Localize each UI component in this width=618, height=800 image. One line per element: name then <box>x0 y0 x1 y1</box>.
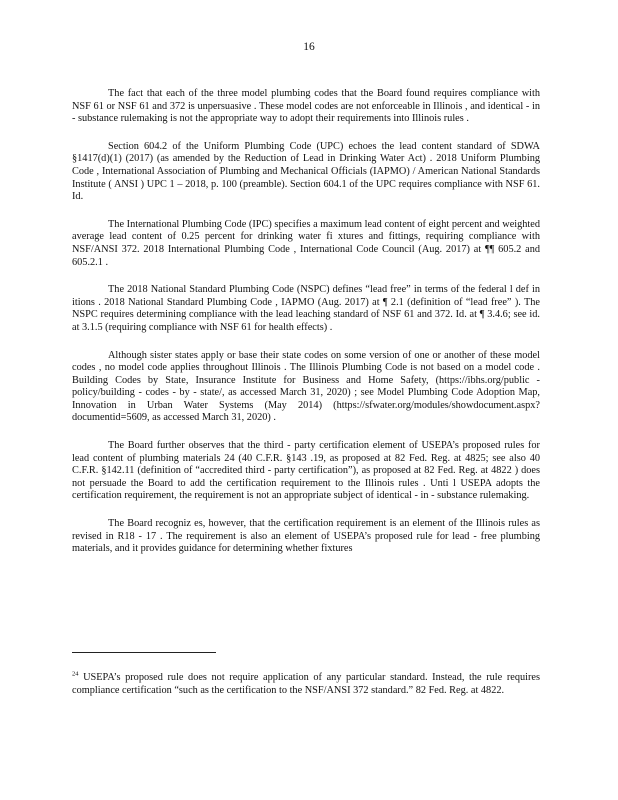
footnote-text: USEPA’s proposed rule does not require application of any particular standard. Instead, the rule requires compliance certification “such as the certification to the NSF/ANSI 372 standard.” 82 Fed. Reg. at 4822. <box>72 672 540 696</box>
paragraph-third-party-certification: The Board further observes that the third - party certification element of USEPA’s proposed rules for lead content of plumbing materials 24 (40 C.F.R. §143 .19, as proposed at 82 Fed. Reg. at 4825; see also 40 C.F.R. §142.11 (definition of “accredited third - party certification”), as proposed at 82 Fed. Reg. at 4822 ) does not persuade the Board to add the certification requirement to the Illinois rules . Unti l USEPA adopts the certification requirement, the requirement is not an appropriate subject of identical - in - substance rulemaking. <box>72 440 540 502</box>
paragraph-model-codes: The fact that each of the three model plumbing codes that the Board found requires compliance with NSF 61 or NSF 61 and 372 is unpersuasive . These model codes are not enforceable in Illinois , and identical - in - substance rulemaking is not the appropriate way to adopt their requirements into Illinois rules . <box>72 88 540 125</box>
paragraph-sister-states: Although sister states apply or base their state codes on some version of one or another of these model codes , no model code applies throughout Illinois . The Illinois Plumbing Code is not based on a model code . Building Codes by State, Insurance Institute for Business and Home Safety, (https://ibhs.org/public - policy/building - codes - by - state/, as accessed March 31, 2020) ; see Model Plumbing Code Adoption Map, Innovation in Urban Water Systems (May 2014) (https://sfwater.org/modules/showdocument.aspx?documentid=5609, as accessed March 31, 2020) . <box>72 349 540 424</box>
page-number: 16 <box>303 41 315 53</box>
paragraph-board-recognizes: The Board recogniz es, however, that the certification requirement is an element of the Illinois rules as revised in R18 - 17 . The requirement is also an element of USEPA’s proposed rule for lead - free plumbing materials, and it provides guidance for determining whether fixtures <box>72 518 540 555</box>
footnote-divider <box>72 652 216 653</box>
footnote <box>72 672 540 697</box>
paragraph-nspc: The 2018 National Standard Plumbing Code (NSPC) defines “lead free” in terms of the federal l def in itions . 2018 National Standard Plumbing Code , IAPMO (Aug. 2017) at ¶ 2.1 (definition of “lead free” ). The NSPC requires determining compliance with the lead leaching standard of NSF 61 and 372. Id. at ¶ 3.4.6; see id. at 3.1.5 (requiring compliance with NSF 61 for health effects) . <box>72 284 540 333</box>
paragraph-upc: Section 604.2 of the Uniform Plumbing Code (UPC) echoes the lead content standard of SDWA §1417(d)(1) (2017) (as amended by the Reduction of Lead in Drinking Water Act) . 2018 Uniform Plumbing Code , International Association of Plumbing and Mechanical Officials (IAPMO) / American National Standards Institute ( ANSI ) UPC 1 – 2018, p. 100 (preamble). Section 604.1 of the UPC requires compliance with NSF 61. Id. <box>72 140 540 203</box>
footnote-marker: 24 <box>72 670 79 678</box>
paragraph-ipc: The International Plumbing Code (IPC) specifies a maximum lead content of eight percent and weighted average lead content of 0.25 percent for drinking water fi xtures and fittings, requiring compliance with NSF/ANSI 372. 2018 International Plumbing Code , International Code Council (Aug. 2017) at ¶¶ 605.2 and 605.2.1 . <box>72 218 540 268</box>
body-text <box>72 88 540 571</box>
